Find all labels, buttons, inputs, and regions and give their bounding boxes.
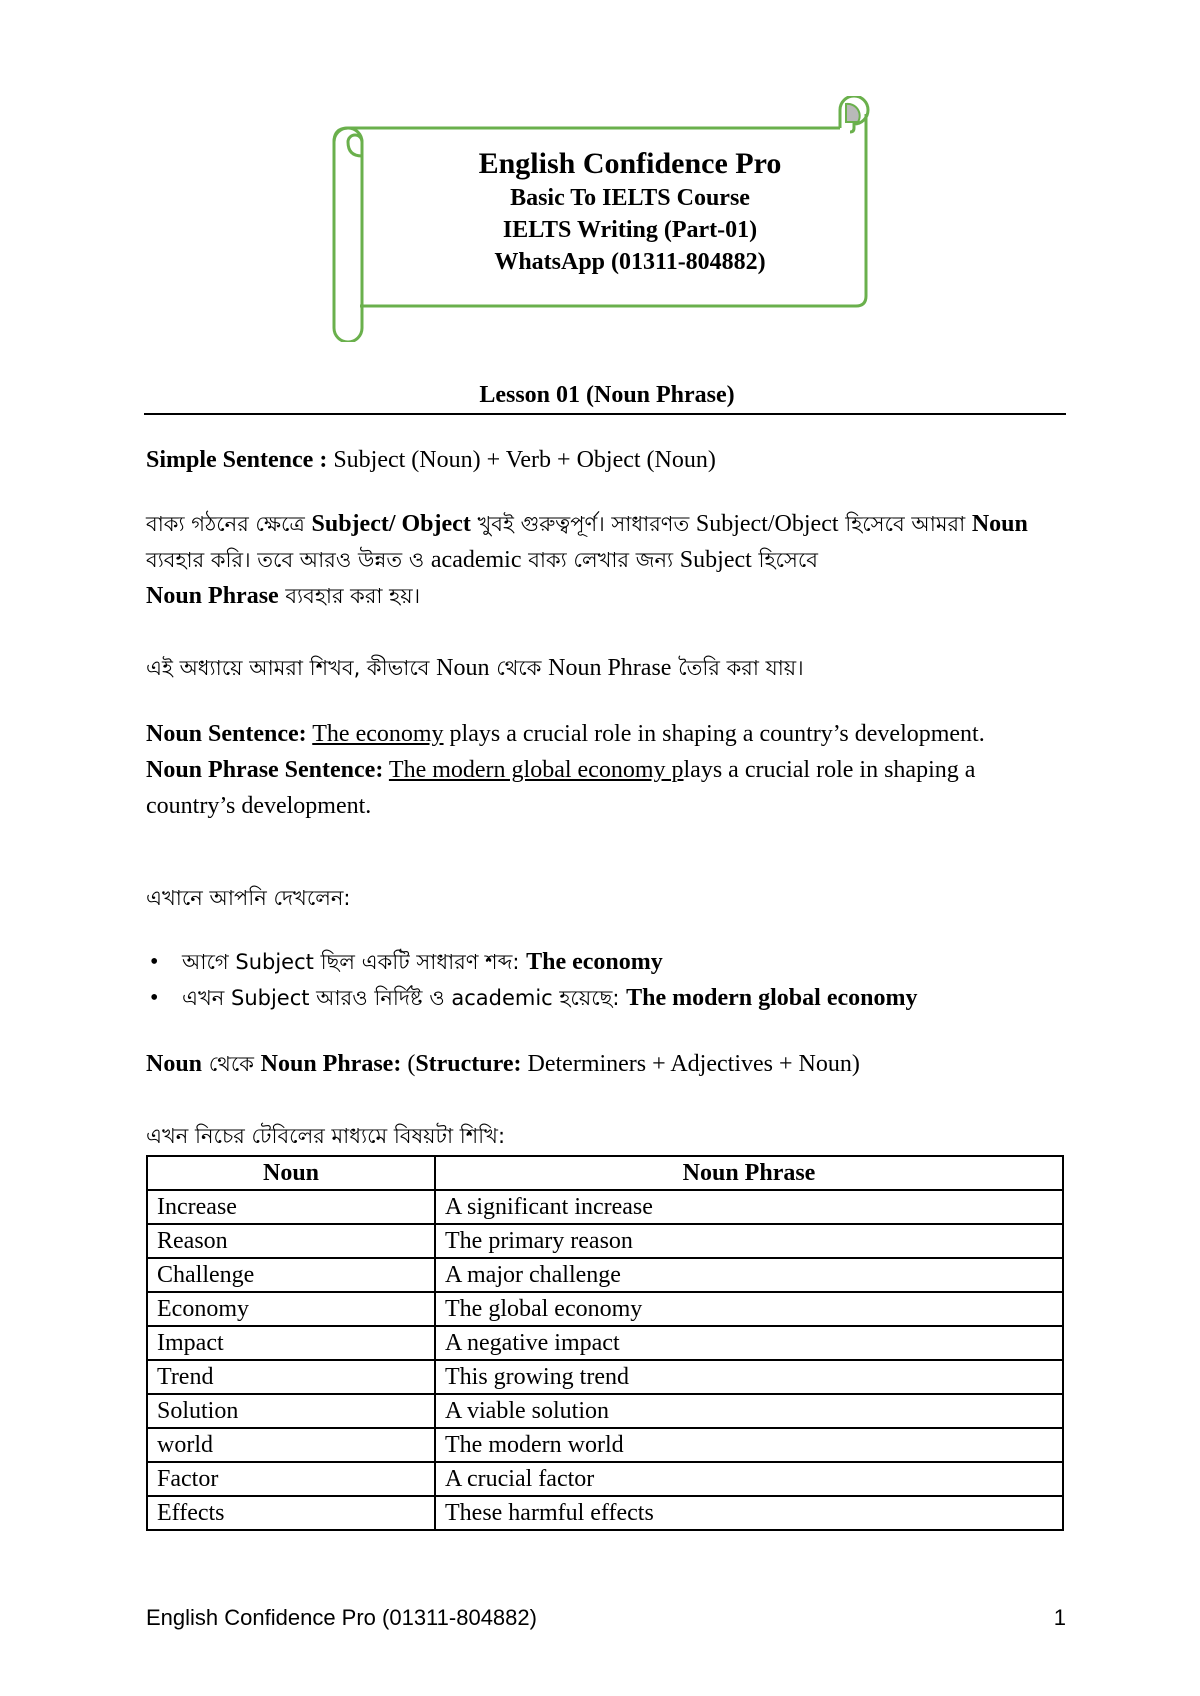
bullet-text: Subject: [235, 950, 314, 974]
intro-bold: Subject/ Object: [311, 511, 471, 537]
noun-phrase-cell: This growing trend: [435, 1360, 1063, 1394]
structure-bold: Noun Phrase:: [260, 1051, 402, 1077]
bullet-text: আগে: [182, 950, 236, 974]
noun-phrase-cell: A significant increase: [435, 1190, 1063, 1224]
title-banner: [330, 96, 876, 342]
intro-text: ব্যবহার করা হয়।: [278, 584, 421, 608]
chapter-text: Noun Phrase: [548, 655, 672, 681]
noun-phrase-sentence-subject: The modern global economy p: [388, 757, 684, 783]
intro-text: হিসেবে: [751, 548, 818, 572]
table-row: [147, 1326, 1063, 1360]
noun-cell: Challenge: [147, 1258, 435, 1292]
example-sentences: [146, 716, 1068, 824]
simple-sentence-formula: [146, 442, 1068, 478]
page-footer: English Confidence Pro (01311-804882): [146, 1605, 537, 1630]
intro-paragraph: [146, 506, 1068, 614]
noun-cell: Reason: [147, 1224, 435, 1258]
table-row: [147, 1428, 1063, 1462]
intro-text: বাক্য গঠনের ক্ষেত্রে: [146, 512, 312, 536]
table-row: [147, 1292, 1063, 1326]
noun-phrase-sentence: [146, 752, 1068, 824]
noun-phrase-table: [146, 1155, 1064, 1531]
title-divider: [144, 413, 1066, 415]
bullet-text: ছিল একটি সাধারণ শব্দ:: [313, 950, 527, 974]
noun-cell: Effects: [147, 1496, 435, 1530]
noun-sentence-rest: plays a crucial role in shaping a country’s development.: [443, 721, 985, 747]
chapter-text: থেকে: [489, 656, 549, 680]
banner-part: IELTS Writing (Part-01): [502, 217, 758, 243]
intro-text: খুবই গুরুত্বপূর্ণ। সাধারণত: [470, 512, 696, 536]
table-row: [147, 1224, 1063, 1258]
simple-sentence-label: Simple Sentence :: [146, 447, 328, 473]
structure-text: থেকে: [202, 1052, 261, 1076]
noun-cell: Factor: [147, 1462, 435, 1496]
intro-text: হিসেবে আমরা: [838, 512, 972, 536]
list-item: [146, 980, 1068, 1016]
banner-course: Basic To IELTS Course: [510, 185, 750, 211]
intro-bold: Noun: [971, 511, 1028, 537]
list-item: [146, 944, 1068, 980]
column-header-noun-phrase: Noun Phrase: [435, 1156, 1063, 1190]
noun-phrase-cell: These harmful effects: [435, 1496, 1063, 1530]
noun-phrase-cell: The modern world: [435, 1428, 1063, 1462]
banner-title: English Confidence Pro: [478, 147, 782, 180]
table-intro: এখন নিচের টেবিলের মাধ্যমে বিষয়টা শিখি:: [146, 1124, 506, 1148]
noun-cell: Impact: [147, 1326, 435, 1360]
chapter-text: তৈরি করা যায়।: [671, 656, 804, 680]
bullet-bold: The economy: [526, 949, 663, 975]
intro-text: Subject: [679, 547, 752, 573]
table-row: [147, 1360, 1063, 1394]
noun-phrase-cell: A major challenge: [435, 1258, 1063, 1292]
noun-phrase-cell: A crucial factor: [435, 1462, 1063, 1496]
noun-cell: Trend: [147, 1360, 435, 1394]
noun-phrase-cell: The global economy: [435, 1292, 1063, 1326]
noun-sentence: [146, 716, 1068, 752]
noun-cell: world: [147, 1428, 435, 1462]
noun-phrase-sentence-rest: lays a crucial role in shaping a country’s development.: [146, 757, 976, 819]
table-row: [147, 1496, 1063, 1530]
chapter-text: এই অধ্যায়ে আমরা শিখব, কীভাবে: [146, 656, 437, 680]
bullet-text: এখন: [182, 986, 231, 1010]
noun-phrase-cell: A negative impact: [435, 1326, 1063, 1360]
simple-sentence-text: Subject (Noun) + Verb + Object (Noun): [327, 447, 716, 473]
noun-phrase-cell: A viable solution: [435, 1394, 1063, 1428]
noun-sentence-label: Noun Sentence:: [146, 721, 307, 747]
noun-phrase-sentence-label: Noun Phrase Sentence:: [146, 757, 384, 783]
chapter-text: Noun: [436, 655, 490, 681]
structure-text: Determiners + Adjectives + Noun): [521, 1051, 860, 1077]
comparison-list: [146, 944, 1068, 1016]
table-row: [147, 1394, 1063, 1428]
chapter-goal: [146, 650, 1068, 686]
intro-text: ব্যবহার করি। তবে আরও উন্নত ও: [146, 548, 431, 572]
intro-text: Subject/Object: [695, 511, 839, 537]
bullet-text: আরও নির্দিষ্ট ও academic হয়েছে:: [309, 986, 627, 1010]
column-header-noun: Noun: [147, 1156, 435, 1190]
table-row: [147, 1462, 1063, 1496]
intro-text: academic: [430, 547, 522, 573]
lesson-title: Lesson 01 (Noun Phrase): [479, 382, 735, 408]
noun-phrase-cell: The primary reason: [435, 1224, 1063, 1258]
table-header-row: [147, 1156, 1063, 1190]
bullet-text: Subject: [230, 986, 310, 1010]
table-row: [147, 1258, 1063, 1292]
noun-cell: Solution: [147, 1394, 435, 1428]
noun-cell: Increase: [147, 1190, 435, 1224]
here-you-saw: এখানে আপনি দেখলেন:: [146, 886, 351, 910]
table-row: [147, 1190, 1063, 1224]
noun-sentence-subject: The economy: [312, 721, 444, 747]
page-number: 1: [1053, 1605, 1066, 1630]
bullet-bold: The modern global economy: [626, 985, 918, 1011]
noun-cell: Economy: [147, 1292, 435, 1326]
structure-line: [146, 1046, 1068, 1082]
banner-whatsapp: WhatsApp (01311-804882): [494, 249, 766, 275]
structure-text: (: [401, 1051, 416, 1077]
intro-text: বাক্য লেখার জন্য: [521, 548, 680, 572]
structure-bold: Structure:: [415, 1051, 522, 1077]
intro-bold: Noun Phrase: [146, 583, 279, 609]
structure-bold: Noun: [146, 1051, 203, 1077]
